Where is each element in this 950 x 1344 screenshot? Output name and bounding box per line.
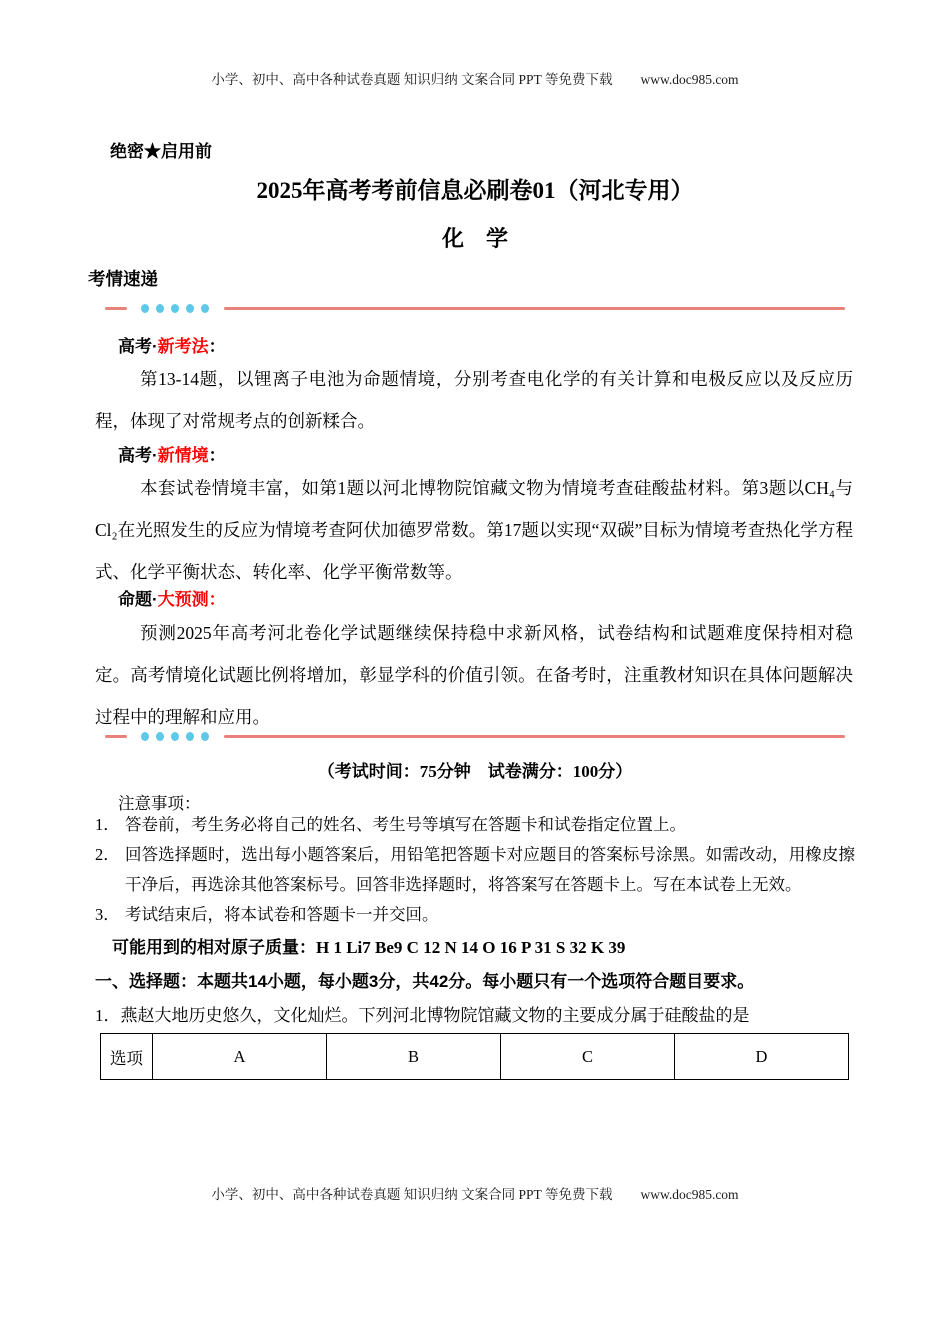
notice-item-text: 答卷前，考生务必将自己的姓名、考生号等填写在答题卡和试卷指定位置上。 (125, 815, 686, 834)
divider-dots (137, 732, 212, 741)
divider-dot (186, 304, 194, 313)
divider-line-long (224, 307, 845, 310)
paper-title: 2025年高考考前信息必刷卷01（河北专用） (256, 178, 694, 203)
exam-briefing-heading: 考情速递 (88, 269, 158, 289)
table-header-d: D (675, 1034, 849, 1080)
decorative-divider-top (105, 303, 845, 313)
notice-title: 注意事项： (118, 794, 201, 813)
divider-dot (186, 732, 194, 741)
section1-instructions: 一、选择题：本题共14小题，每小题3分，共42分。每小题只有一个选项符合题目要求。 (95, 972, 755, 991)
header-url-link[interactable]: www.doc985.com (640, 72, 739, 87)
briefing-block3-dot: · (152, 590, 158, 609)
divider-dot (141, 304, 149, 313)
table-row (101, 1034, 849, 1080)
briefing-block2-label: 高考 (118, 446, 152, 465)
briefing-block1-heading (118, 332, 226, 357)
divider-line-long (224, 735, 845, 738)
notice-item-text: 考试结束后，将本试卷和答题卡一并交回。 (125, 905, 439, 924)
table-header-a: A (153, 1034, 327, 1080)
notice-item-number: 2． (95, 845, 120, 864)
divider-dot (156, 732, 164, 741)
atomic-masses-values: H 1 Li7 Be9 C 12 N 14 O 16 P 31 S 32 K 39 (316, 938, 626, 957)
notice-item-number: 1． (95, 815, 120, 834)
briefing-block2-paragraph: 本套试卷情境丰富，如第1题以河北博物院馆藏文物为情境考查硅酸盐材料。第3题以CH₄与Cl₂在光照发生的反应为情境考查阿伏加德罗常数。第17题以实现“双碳”目标为情境考查热化学方程式、化学平衡状态、转化率、化学平衡常数等。 (95, 478, 853, 582)
divider-dot (171, 304, 179, 313)
footer-note-text: 小学、初中、高中各种试卷真题 知识归纳 文案合同 PPT 等免费下载 (211, 1187, 613, 1202)
atomic-masses-label: 可能用到的相对原子质量： (112, 938, 316, 957)
header-site-note (0, 68, 950, 88)
divider-dot (156, 304, 164, 313)
divider-line-short (105, 735, 127, 738)
briefing-block1-red-label: 新考法 (157, 337, 209, 356)
atomic-masses-line (112, 933, 625, 958)
question-1-option-table (100, 1033, 849, 1080)
question-1-stem: 1．燕赵大地历史悠久，文化灿烂。下列河北博物院馆藏文物的主要成分属于硅酸盐的是 (95, 1006, 750, 1025)
notice-item (95, 840, 855, 900)
briefing-block2-heading (118, 441, 226, 466)
divider-dot (201, 732, 209, 741)
header-note-text: 小学、初中、高中各种试卷真题 知识归纳 文案合同 PPT 等免费下载 (211, 72, 613, 87)
footer-url-link[interactable]: www.doc985.com (640, 1187, 739, 1202)
divider-line-short (105, 307, 127, 310)
briefing-block3-paragraph: 预测2025年高考河北卷化学试题继续保持稳中求新风格，试卷结构和试题难度保持相对稳定。高考情境化试题比例将增加，彰显学科的价值引领。在备考时，注重教材知识在具体问题解决过程中的理解和应用。 (95, 623, 853, 727)
notice-item-text: 回答选择题时，选出每小题答案后，用铅笔把答题卡对应题目的答案标号涂黑。如需改动，用橡皮擦干净后，再选涂其他答案标号。回答非选择题时，将答案写在答题卡上。写在本试卷上无效。 (125, 845, 855, 894)
footer-site-note (0, 1183, 950, 1203)
divider-dots (137, 304, 212, 313)
divider-dot (141, 732, 149, 741)
briefing-block1-paragraph: 第13-14题，以锂离子电池为命题情境，分别考查电化学的有关计算和电极反应以及反应历程，体现了对常规考点的创新糅合。 (95, 369, 853, 431)
briefing-block3-heading (118, 585, 226, 610)
decorative-divider-bottom (105, 731, 845, 741)
table-header-b: B (327, 1034, 501, 1080)
briefing-block1-dot: · (152, 337, 158, 356)
briefing-block2-colon: ： (208, 446, 226, 465)
notice-list (95, 810, 855, 930)
notice-item-number: 3． (95, 905, 120, 924)
briefing-block3-label: 命题 (118, 590, 152, 609)
exam-time-score-line: （考试时间：75分钟 试卷满分：100分） (317, 762, 633, 781)
divider-dot (201, 304, 209, 313)
briefing-block2-red-label: 新情境 (157, 446, 209, 465)
briefing-block1-label: 高考 (118, 337, 152, 356)
briefing-block1-colon: ： (208, 337, 226, 356)
divider-dot (171, 732, 179, 741)
table-header-c: C (501, 1034, 675, 1080)
security-label: 绝密★启用前 (110, 142, 212, 161)
notice-item (95, 900, 855, 930)
notice-item (95, 810, 855, 840)
table-header-option: 选项 (101, 1034, 153, 1080)
subject-title: 化 学 (441, 226, 508, 251)
briefing-block2-dot: · (152, 446, 158, 465)
briefing-block3-red-label: 大预测： (157, 590, 226, 609)
